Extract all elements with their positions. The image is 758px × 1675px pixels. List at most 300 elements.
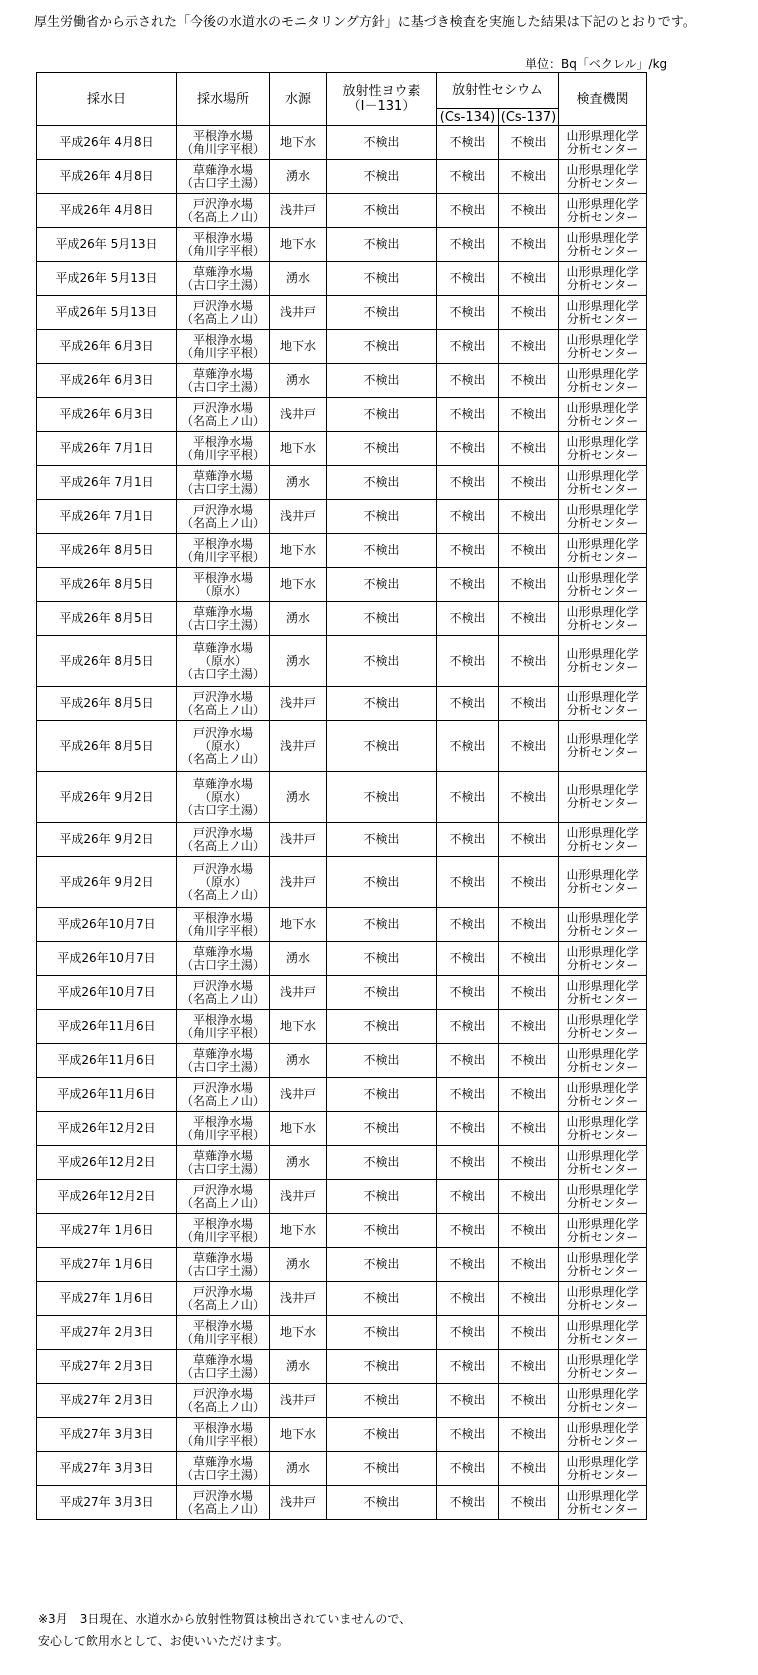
lab-line: 山形県理化学: [566, 647, 639, 661]
sample-plant: [177, 1418, 270, 1452]
lab-line: 山形県理化学: [566, 332, 639, 347]
plant-line: 戸沢浄水場: [192, 298, 253, 313]
header-iodine-line2: （I－131）: [347, 99, 416, 114]
cs134-result: 不検出: [437, 687, 499, 721]
sample-plant: [177, 687, 270, 721]
plant-line: （角川字平根）: [180, 549, 265, 564]
lab-line: 分析センター: [566, 1399, 639, 1414]
lab-line: 山形県理化学: [566, 1046, 639, 1061]
sample-date: 平成27年 2月3日: [37, 1384, 177, 1418]
sample-date: 平成26年11月6日: [37, 1044, 177, 1078]
inspection-lab: [559, 296, 647, 330]
cs137-result: 不検出: [499, 432, 559, 466]
plant-line: 戸沢浄水場: [192, 1080, 253, 1095]
table-row: [37, 330, 647, 364]
table-row: [37, 1112, 647, 1146]
sample-plant: [177, 126, 270, 160]
plant-line: （原水）: [198, 789, 247, 804]
cs137-result: 不検出: [499, 1418, 559, 1452]
header-cs134: (Cs-134): [437, 109, 499, 126]
results-table: [36, 72, 647, 1520]
plant-line: 草薙浄水場: [192, 1352, 253, 1367]
sample-date: 平成26年11月6日: [37, 1010, 177, 1044]
lab-line: 分析センター: [566, 311, 639, 326]
cs137-result: 不検出: [499, 1248, 559, 1282]
table-row: [37, 823, 647, 857]
table-row: [37, 1248, 647, 1282]
water-source: 浅井戸: [270, 823, 327, 857]
footnote: [38, 1608, 411, 1652]
cs134-result: 不検出: [437, 636, 499, 687]
table-row: [37, 772, 647, 823]
cs134-result: 不検出: [437, 330, 499, 364]
cs134-result: 不検出: [437, 721, 499, 772]
inspection-lab: [559, 602, 647, 636]
table-row: [37, 398, 647, 432]
lab-line: 山形県理化学: [566, 1012, 639, 1027]
iodine-result: 不検出: [327, 296, 437, 330]
inspection-lab: [559, 160, 647, 194]
cs134-result: 不検出: [437, 1248, 499, 1282]
cs134-result: 不検出: [437, 823, 499, 857]
water-source: 湧水: [270, 772, 327, 823]
cs134-result: 不検出: [437, 1146, 499, 1180]
sample-plant: [177, 194, 270, 228]
plant-line: （古口字土湯）: [180, 617, 265, 632]
plant-line: （角川字平根）: [180, 1025, 265, 1040]
cs134-result: 不検出: [437, 296, 499, 330]
table-row: [37, 1316, 647, 1350]
plant-line: （名高上ノ山）: [180, 1399, 265, 1414]
sample-plant: [177, 160, 270, 194]
cs134-result: 不検出: [437, 1078, 499, 1112]
plant-line: （古口字土湯）: [180, 1059, 265, 1074]
sample-date: 平成26年 9月2日: [37, 857, 177, 908]
iodine-result: 不検出: [327, 262, 437, 296]
lab-line: 山形県理化学: [566, 400, 639, 415]
plant-line: 戸沢浄水場: [192, 400, 253, 415]
plant-line: （原水）: [198, 738, 247, 753]
sample-date: 平成27年 1月6日: [37, 1214, 177, 1248]
inspection-lab: [559, 636, 647, 687]
plant-line: 草薙浄水場: [192, 366, 253, 381]
iodine-result: 不検出: [327, 1350, 437, 1384]
table-row: [37, 194, 647, 228]
sample-plant: [177, 1486, 270, 1520]
cs134-result: 不検出: [437, 568, 499, 602]
iodine-result: 不検出: [327, 1010, 437, 1044]
cs137-result: 不検出: [499, 330, 559, 364]
lab-line: 山形県理化学: [566, 1318, 639, 1333]
table-row: [37, 1010, 647, 1044]
inspection-lab: [559, 466, 647, 500]
lab-line: 山形県理化学: [566, 1114, 639, 1129]
table-row: [37, 534, 647, 568]
cs137-result: 不検出: [499, 500, 559, 534]
water-source: 浅井戸: [270, 296, 327, 330]
cs137-result: 不検出: [499, 364, 559, 398]
inspection-lab: [559, 1316, 647, 1350]
lab-line: 分析センター: [566, 141, 639, 156]
iodine-result: 不検出: [327, 721, 437, 772]
sample-date: 平成26年 9月2日: [37, 823, 177, 857]
sample-plant: [177, 262, 270, 296]
sample-plant: [177, 857, 270, 908]
table-row: [37, 636, 647, 687]
sample-plant: [177, 228, 270, 262]
cs137-result: 不検出: [499, 636, 559, 687]
cs137-result: 不検出: [499, 466, 559, 500]
plant-line: （名高上ノ山）: [180, 413, 265, 428]
table-row: [37, 1044, 647, 1078]
sample-plant: [177, 908, 270, 942]
plant-line: 戸沢浄水場: [192, 502, 253, 517]
lab-line: 山形県理化学: [566, 1080, 639, 1095]
water-source: 浅井戸: [270, 976, 327, 1010]
table-row: [37, 908, 647, 942]
lab-line: 分析センター: [566, 481, 639, 496]
table-row: [37, 1078, 647, 1112]
sample-date: 平成27年 2月3日: [37, 1316, 177, 1350]
iodine-result: 不検出: [327, 1044, 437, 1078]
lab-line: 山形県理化学: [566, 162, 639, 177]
plant-line: 平根浄水場: [192, 910, 253, 925]
plant-line: 草薙浄水場: [192, 264, 253, 279]
cs134-result: 不検出: [437, 160, 499, 194]
table-row: [37, 228, 647, 262]
sample-plant: [177, 330, 270, 364]
plant-line: （古口字土湯）: [180, 379, 265, 394]
iodine-result: 不検出: [327, 1248, 437, 1282]
cs137-result: 不検出: [499, 1316, 559, 1350]
lab-line: 山形県理化学: [566, 366, 639, 381]
inspection-lab: [559, 1384, 647, 1418]
lab-line: 分析センター: [566, 1365, 639, 1380]
iodine-result: 不検出: [327, 194, 437, 228]
lab-line: 山形県理化学: [566, 783, 639, 797]
table-row: [37, 296, 647, 330]
cs134-result: 不検出: [437, 1282, 499, 1316]
sample-date: 平成26年 8月5日: [37, 636, 177, 687]
iodine-result: 不検出: [327, 636, 437, 687]
water-source: 湧水: [270, 942, 327, 976]
cs134-result: 不検出: [437, 228, 499, 262]
lab-line: 山形県理化学: [566, 570, 639, 585]
iodine-result: 不検出: [327, 228, 437, 262]
lab-line: 山形県理化学: [566, 1454, 639, 1469]
sample-plant: [177, 1214, 270, 1248]
sample-plant: [177, 1112, 270, 1146]
lab-line: 分析センター: [566, 1127, 639, 1142]
plant-line: （古口字土湯）: [180, 957, 265, 972]
inspection-lab: [559, 194, 647, 228]
cs137-result: 不検出: [499, 1350, 559, 1384]
cs134-result: 不検出: [437, 500, 499, 534]
plant-line: （名高上ノ山）: [180, 209, 265, 224]
water-source: 地下水: [270, 1316, 327, 1350]
cs134-result: 不検出: [437, 1418, 499, 1452]
table-row: [37, 1180, 647, 1214]
header-lab: 検査機関: [559, 73, 647, 126]
inspection-lab: [559, 432, 647, 466]
water-source: 浅井戸: [270, 687, 327, 721]
inspection-lab: [559, 262, 647, 296]
sample-plant: [177, 823, 270, 857]
sample-date: 平成26年 7月1日: [37, 500, 177, 534]
cs134-result: 不検出: [437, 262, 499, 296]
plant-line: （古口字土湯）: [180, 277, 265, 292]
water-source: 地下水: [270, 1010, 327, 1044]
cs137-result: 不検出: [499, 976, 559, 1010]
water-source: 湧水: [270, 364, 327, 398]
sample-date: 平成27年 1月6日: [37, 1248, 177, 1282]
water-source: 浅井戸: [270, 721, 327, 772]
lab-line: 山形県理化学: [566, 910, 639, 925]
lab-line: 山形県理化学: [566, 502, 639, 517]
sample-date: 平成26年 5月13日: [37, 296, 177, 330]
water-source: 地下水: [270, 1418, 327, 1452]
sample-date: 平成26年 6月3日: [37, 364, 177, 398]
table-row: [37, 1384, 647, 1418]
plant-line: （原水）: [198, 583, 247, 598]
sample-date: 平成26年 6月3日: [37, 398, 177, 432]
cs134-result: 不検出: [437, 126, 499, 160]
lab-line: 山形県理化学: [566, 1420, 639, 1435]
water-source: 地下水: [270, 432, 327, 466]
sample-plant: [177, 1146, 270, 1180]
water-source: 地下水: [270, 1214, 327, 1248]
iodine-result: 不検出: [327, 1418, 437, 1452]
plant-line: 平根浄水場: [192, 434, 253, 449]
cs137-result: 不検出: [499, 534, 559, 568]
lab-line: 分析センター: [566, 1467, 639, 1482]
cs137-result: 不検出: [499, 1010, 559, 1044]
sample-plant: [177, 534, 270, 568]
inspection-lab: [559, 1282, 647, 1316]
cs134-result: 不検出: [437, 466, 499, 500]
lab-line: 分析センター: [566, 175, 639, 190]
table-row: [37, 1452, 647, 1486]
cs137-result: 不検出: [499, 908, 559, 942]
sample-plant: [177, 398, 270, 432]
water-source: 地下水: [270, 228, 327, 262]
sample-plant: [177, 296, 270, 330]
inspection-lab: [559, 1078, 647, 1112]
plant-line: （角川字平根）: [180, 447, 265, 462]
plant-line: 草薙浄水場: [192, 162, 253, 177]
lab-line: 分析センター: [566, 1331, 639, 1346]
plant-line: （角川字平根）: [180, 1331, 265, 1346]
sample-date: 平成26年10月7日: [37, 942, 177, 976]
lab-line: 山形県理化学: [566, 434, 639, 449]
sample-plant: [177, 1078, 270, 1112]
plant-line: （角川字平根）: [180, 345, 265, 360]
table-row: [37, 1486, 647, 1520]
water-source: 浅井戸: [270, 1078, 327, 1112]
header-cs137: (Cs-137): [499, 109, 559, 126]
sample-plant: [177, 602, 270, 636]
cs137-result: 不検出: [499, 857, 559, 908]
plant-line: （古口字土湯）: [180, 175, 265, 190]
plant-line: （古口字土湯）: [180, 481, 265, 496]
lab-line: 山形県理化学: [566, 1148, 639, 1163]
lab-line: 分析センター: [566, 745, 639, 759]
plant-line: （名高上ノ山）: [180, 515, 265, 530]
sample-date: 平成26年11月6日: [37, 1078, 177, 1112]
inspection-lab: [559, 1044, 647, 1078]
lab-line: 分析センター: [566, 1025, 639, 1040]
plant-line: （原水）: [198, 874, 247, 889]
lab-line: 山形県理化学: [566, 1216, 639, 1231]
inspection-lab: [559, 364, 647, 398]
water-source: 地下水: [270, 908, 327, 942]
lab-line: 分析センター: [566, 957, 639, 972]
sample-plant: [177, 1452, 270, 1486]
plant-line: （古口字土湯）: [180, 1467, 265, 1482]
cs134-result: 不検出: [437, 1044, 499, 1078]
water-source: 湧水: [270, 1146, 327, 1180]
table-row: [37, 976, 647, 1010]
plant-line: （古口字土湯）: [180, 1161, 265, 1176]
plant-line: 戸沢浄水場: [192, 1284, 253, 1299]
lab-line: 分析センター: [566, 923, 639, 938]
lab-line: 分析センター: [566, 702, 639, 717]
iodine-result: 不検出: [327, 398, 437, 432]
plant-line: 戸沢浄水場: [192, 725, 253, 740]
cs137-result: 不検出: [499, 772, 559, 823]
table-row: [37, 1418, 647, 1452]
sample-plant: [177, 1180, 270, 1214]
sample-date: 平成26年12月2日: [37, 1112, 177, 1146]
iodine-result: 不検出: [327, 568, 437, 602]
sample-date: 平成26年 8月5日: [37, 687, 177, 721]
cs137-result: 不検出: [499, 1180, 559, 1214]
cs134-result: 不検出: [437, 534, 499, 568]
sample-date: 平成26年 5月13日: [37, 262, 177, 296]
inspection-lab: [559, 1180, 647, 1214]
sample-plant: [177, 500, 270, 534]
inspection-lab: [559, 1112, 647, 1146]
water-source: 地下水: [270, 568, 327, 602]
cs134-result: 不検出: [437, 1214, 499, 1248]
sample-plant: [177, 466, 270, 500]
lab-line: 分析センター: [566, 1229, 639, 1244]
lab-line: 分析センター: [566, 796, 639, 810]
table-row: [37, 262, 647, 296]
cs134-result: 不検出: [437, 857, 499, 908]
plant-line: 平根浄水場: [192, 1216, 253, 1231]
water-source: 浅井戸: [270, 500, 327, 534]
iodine-result: 不検出: [327, 1112, 437, 1146]
cs134-result: 不検出: [437, 976, 499, 1010]
results-body: [37, 126, 647, 1520]
plant-line: （名高上ノ山）: [180, 751, 265, 766]
sample-date: 平成27年 3月3日: [37, 1486, 177, 1520]
plant-line: 戸沢浄水場: [192, 978, 253, 993]
inspection-lab: [559, 721, 647, 772]
sample-date: 平成26年 8月5日: [37, 568, 177, 602]
sample-plant: [177, 1282, 270, 1316]
cs134-result: 不検出: [437, 1384, 499, 1418]
table-row: [37, 602, 647, 636]
plant-line: （原水）: [198, 653, 247, 668]
sample-date: 平成27年 2月3日: [37, 1350, 177, 1384]
sample-plant: [177, 942, 270, 976]
cs134-result: 不検出: [437, 1316, 499, 1350]
water-source: 地下水: [270, 534, 327, 568]
water-source: 浅井戸: [270, 857, 327, 908]
iodine-result: 不検出: [327, 976, 437, 1010]
plant-line: （古口字土湯）: [180, 1263, 265, 1278]
sample-date: 平成27年 1月6日: [37, 1282, 177, 1316]
iodine-result: 不検出: [327, 857, 437, 908]
lab-line: 分析センター: [566, 1093, 639, 1108]
inspection-lab: [559, 398, 647, 432]
water-source: 湧水: [270, 1044, 327, 1078]
plant-line: 草薙浄水場: [192, 604, 253, 619]
cs137-result: 不検出: [499, 228, 559, 262]
iodine-result: 不検出: [327, 823, 437, 857]
plant-line: （名高上ノ山）: [180, 1195, 265, 1210]
cs137-result: 不検出: [499, 296, 559, 330]
cs137-result: 不検出: [499, 1486, 559, 1520]
lab-line: 山形県理化学: [566, 230, 639, 245]
sample-date: 平成26年 4月8日: [37, 126, 177, 160]
lab-line: 山形県理化学: [566, 264, 639, 279]
cs137-result: 不検出: [499, 823, 559, 857]
cs134-result: 不検出: [437, 1486, 499, 1520]
plant-line: 戸沢浄水場: [192, 689, 253, 704]
header-cesium: 放射性セシウム: [437, 73, 559, 109]
sample-plant: [177, 721, 270, 772]
cs137-result: 不検出: [499, 721, 559, 772]
water-source: 湧水: [270, 602, 327, 636]
plant-line: 戸沢浄水場: [192, 825, 253, 840]
cs137-result: 不検出: [499, 398, 559, 432]
cs137-result: 不検出: [499, 1452, 559, 1486]
table-row: [37, 721, 647, 772]
table-row: [37, 364, 647, 398]
sample-date: 平成26年 7月1日: [37, 432, 177, 466]
inspection-lab: [559, 857, 647, 908]
sample-plant: [177, 432, 270, 466]
lab-line: 分析センター: [566, 447, 639, 462]
plant-line: （名高上ノ山）: [180, 838, 265, 853]
inspection-lab: [559, 1248, 647, 1282]
lab-line: 分析センター: [566, 209, 639, 224]
unit-label: 単位：Bq「ベクレル」/kg: [525, 57, 668, 71]
lab-line: 分析センター: [566, 1195, 639, 1210]
inspection-lab: [559, 330, 647, 364]
iodine-result: 不検出: [327, 1384, 437, 1418]
lab-line: 分析センター: [566, 838, 639, 853]
inspection-lab: [559, 1010, 647, 1044]
inspection-lab: [559, 534, 647, 568]
sample-date: 平成26年 8月5日: [37, 721, 177, 772]
table-row: [37, 1282, 647, 1316]
cs134-result: 不検出: [437, 942, 499, 976]
water-source: 地下水: [270, 1112, 327, 1146]
lab-line: 山形県理化学: [566, 298, 639, 313]
table-row: [37, 160, 647, 194]
plant-line: 戸沢浄水場: [192, 196, 253, 211]
lab-line: 山形県理化学: [566, 1250, 639, 1265]
plant-line: （名高上ノ山）: [180, 1501, 265, 1516]
cs137-result: 不検出: [499, 687, 559, 721]
iodine-result: 不検出: [327, 908, 437, 942]
water-source: 浅井戸: [270, 194, 327, 228]
table-row: [37, 126, 647, 160]
